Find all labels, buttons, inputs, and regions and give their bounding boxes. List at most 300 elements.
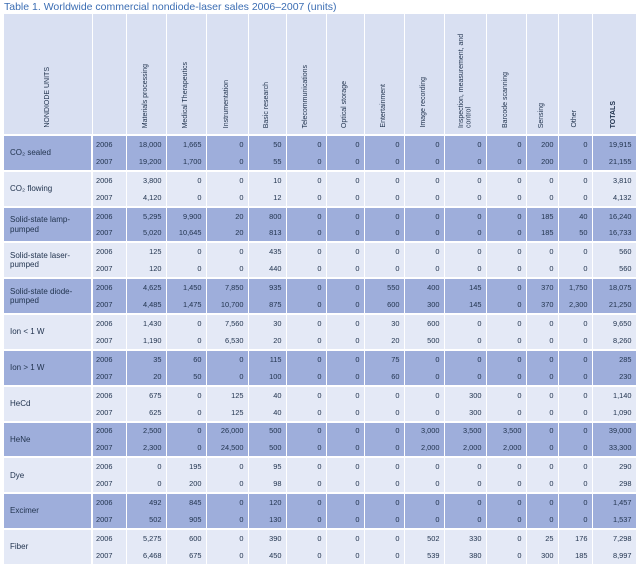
- value-cell: 0: [286, 386, 326, 404]
- value-cell: 24,500: [206, 439, 248, 457]
- value-cell: 875: [248, 296, 286, 314]
- laser-type-label: Ion < 1 W: [4, 314, 92, 350]
- value-cell: 0: [326, 189, 364, 207]
- value-cell: 0: [286, 368, 326, 386]
- value-cell: 0: [558, 511, 592, 529]
- value-cell: 539: [404, 547, 444, 564]
- value-cell: 0: [166, 314, 206, 332]
- table-row: [4, 260, 636, 278]
- value-cell: 3,800: [126, 171, 166, 189]
- value-cell: 26,000: [206, 422, 248, 440]
- value-cell: 0: [166, 404, 206, 422]
- header-row: [4, 14, 636, 135]
- value-cell: 0: [444, 332, 486, 350]
- value-cell: 6,530: [206, 332, 248, 350]
- value-cell: 0: [206, 260, 248, 278]
- value-cell: 2,300: [126, 439, 166, 457]
- value-cell: 0: [326, 314, 364, 332]
- total-cell: 1,090: [592, 404, 636, 422]
- value-cell: 1,700: [166, 153, 206, 171]
- value-cell: 0: [326, 439, 364, 457]
- value-cell: 0: [444, 225, 486, 243]
- value-cell: 5,020: [126, 225, 166, 243]
- total-cell: 21,250: [592, 296, 636, 314]
- value-cell: 0: [364, 511, 404, 529]
- year-cell: 2006: [92, 422, 126, 440]
- value-cell: 0: [286, 242, 326, 260]
- value-cell: 0: [486, 511, 526, 529]
- year-cell: 2007: [92, 296, 126, 314]
- value-cell: 0: [206, 457, 248, 475]
- value-cell: 390: [248, 529, 286, 547]
- value-cell: 0: [404, 350, 444, 368]
- value-cell: 0: [326, 242, 364, 260]
- year-cell: 2006: [92, 278, 126, 296]
- laser-type-label: CO₂ flowing: [4, 171, 92, 207]
- year-cell: 2006: [92, 529, 126, 547]
- value-cell: 370: [526, 278, 558, 296]
- value-cell: 0: [486, 368, 526, 386]
- value-cell: 330: [444, 529, 486, 547]
- value-cell: 0: [558, 135, 592, 153]
- year-cell: 2007: [92, 511, 126, 529]
- value-cell: 0: [444, 153, 486, 171]
- value-cell: 300: [404, 296, 444, 314]
- value-cell: 0: [326, 547, 364, 564]
- value-cell: 0: [404, 225, 444, 243]
- year-cell: 2007: [92, 260, 126, 278]
- value-cell: 0: [404, 171, 444, 189]
- value-cell: 0: [166, 171, 206, 189]
- year-cell: 2006: [92, 493, 126, 511]
- laser-type-label: Solid-state lamp-pumped: [4, 207, 92, 243]
- value-cell: 100: [248, 368, 286, 386]
- total-cell: 230: [592, 368, 636, 386]
- value-cell: 0: [206, 511, 248, 529]
- value-cell: 7,850: [206, 278, 248, 296]
- value-cell: 0: [364, 439, 404, 457]
- value-cell: 0: [364, 207, 404, 225]
- value-cell: 0: [558, 314, 592, 332]
- value-cell: 0: [166, 386, 206, 404]
- value-cell: 0: [486, 171, 526, 189]
- value-cell: 0: [364, 475, 404, 493]
- value-cell: 4,120: [126, 189, 166, 207]
- value-cell: 0: [558, 242, 592, 260]
- total-cell: 21,155: [592, 153, 636, 171]
- value-cell: 1,450: [166, 278, 206, 296]
- value-cell: 370: [526, 296, 558, 314]
- value-cell: 502: [404, 529, 444, 547]
- value-cell: 0: [206, 368, 248, 386]
- value-cell: 0: [486, 135, 526, 153]
- year-column-header: [92, 14, 126, 135]
- value-cell: 0: [444, 493, 486, 511]
- value-cell: 0: [326, 260, 364, 278]
- value-cell: 18,000: [126, 135, 166, 153]
- total-cell: 1,457: [592, 493, 636, 511]
- value-cell: 0: [486, 547, 526, 564]
- year-cell: 2006: [92, 350, 126, 368]
- value-cell: 0: [486, 296, 526, 314]
- value-cell: 500: [248, 439, 286, 457]
- sales-table: [4, 14, 637, 564]
- total-cell: 8,260: [592, 332, 636, 350]
- value-cell: 0: [558, 350, 592, 368]
- value-cell: 0: [286, 189, 326, 207]
- value-cell: 0: [286, 207, 326, 225]
- year-cell: 2007: [92, 225, 126, 243]
- value-cell: 60: [166, 350, 206, 368]
- table-row: [4, 189, 636, 207]
- value-cell: 0: [558, 332, 592, 350]
- value-cell: 95: [248, 457, 286, 475]
- value-cell: 0: [326, 422, 364, 440]
- table-row: [4, 529, 636, 547]
- value-cell: 0: [486, 475, 526, 493]
- value-cell: 0: [526, 260, 558, 278]
- value-cell: 185: [526, 207, 558, 225]
- value-cell: 40: [248, 404, 286, 422]
- value-cell: 55: [248, 153, 286, 171]
- table-row: [4, 511, 636, 529]
- value-cell: 0: [326, 296, 364, 314]
- value-cell: 0: [206, 475, 248, 493]
- value-cell: 0: [558, 404, 592, 422]
- value-cell: 0: [364, 242, 404, 260]
- value-cell: 0: [326, 529, 364, 547]
- value-cell: 0: [326, 368, 364, 386]
- value-cell: 0: [526, 457, 558, 475]
- value-cell: 5,295: [126, 207, 166, 225]
- value-cell: 75: [364, 350, 404, 368]
- value-cell: 20: [126, 368, 166, 386]
- value-cell: 0: [526, 368, 558, 386]
- year-cell: 2007: [92, 153, 126, 171]
- value-cell: 600: [166, 529, 206, 547]
- value-cell: 0: [486, 386, 526, 404]
- value-cell: 50: [558, 225, 592, 243]
- totals-column-header: TOTALS: [592, 14, 636, 135]
- value-cell: 0: [166, 439, 206, 457]
- value-cell: 0: [558, 493, 592, 511]
- value-cell: 0: [558, 422, 592, 440]
- value-cell: 0: [166, 189, 206, 207]
- value-cell: 50: [248, 135, 286, 153]
- value-cell: 450: [248, 547, 286, 564]
- table-title: Table 1. Worldwide commercial nondiode-laser sales 2006–2007 (units): [4, 1, 337, 13]
- value-cell: 0: [326, 135, 364, 153]
- column-header: Medical Therapeutics: [166, 14, 206, 135]
- year-cell: 2006: [92, 457, 126, 475]
- value-cell: 0: [404, 368, 444, 386]
- value-cell: 300: [444, 386, 486, 404]
- value-cell: 0: [526, 171, 558, 189]
- value-cell: 0: [206, 171, 248, 189]
- value-cell: 0: [286, 422, 326, 440]
- value-cell: 813: [248, 225, 286, 243]
- total-cell: 3,810: [592, 171, 636, 189]
- year-cell: 2007: [92, 439, 126, 457]
- value-cell: 1,190: [126, 332, 166, 350]
- value-cell: 4,485: [126, 296, 166, 314]
- value-cell: 130: [248, 511, 286, 529]
- year-cell: 2007: [92, 475, 126, 493]
- value-cell: 0: [404, 260, 444, 278]
- value-cell: 0: [404, 135, 444, 153]
- value-cell: 0: [166, 260, 206, 278]
- value-cell: 0: [404, 189, 444, 207]
- value-cell: 935: [248, 278, 286, 296]
- year-cell: 2006: [92, 171, 126, 189]
- value-cell: 492: [126, 493, 166, 511]
- value-cell: 0: [206, 189, 248, 207]
- value-cell: 0: [364, 493, 404, 511]
- value-cell: 0: [206, 529, 248, 547]
- value-cell: 0: [486, 278, 526, 296]
- value-cell: 12: [248, 189, 286, 207]
- total-cell: 19,915: [592, 135, 636, 153]
- value-cell: 675: [126, 386, 166, 404]
- total-cell: 7,298: [592, 529, 636, 547]
- table-row: [4, 171, 636, 189]
- value-cell: 0: [286, 278, 326, 296]
- value-cell: 550: [364, 278, 404, 296]
- value-cell: 0: [558, 457, 592, 475]
- value-cell: 0: [526, 404, 558, 422]
- value-cell: 300: [444, 404, 486, 422]
- value-cell: 905: [166, 511, 206, 529]
- value-cell: 0: [404, 386, 444, 404]
- total-cell: 560: [592, 242, 636, 260]
- value-cell: 0: [286, 314, 326, 332]
- value-cell: 0: [286, 457, 326, 475]
- value-cell: 0: [404, 493, 444, 511]
- value-cell: 0: [364, 422, 404, 440]
- table-row: [4, 242, 636, 260]
- year-cell: 2006: [92, 314, 126, 332]
- value-cell: 0: [326, 278, 364, 296]
- laser-type-label: Fiber: [4, 529, 92, 564]
- value-cell: 0: [558, 189, 592, 207]
- value-cell: 845: [166, 493, 206, 511]
- value-cell: 176: [558, 529, 592, 547]
- value-cell: 0: [286, 493, 326, 511]
- table-row: [4, 457, 636, 475]
- table-row: [4, 153, 636, 171]
- value-cell: 0: [126, 475, 166, 493]
- value-cell: 0: [206, 350, 248, 368]
- value-cell: 1,665: [166, 135, 206, 153]
- value-cell: 30: [364, 314, 404, 332]
- value-cell: 0: [558, 439, 592, 457]
- value-cell: 0: [364, 135, 404, 153]
- value-cell: 195: [166, 457, 206, 475]
- value-cell: 0: [326, 171, 364, 189]
- value-cell: 0: [558, 153, 592, 171]
- value-cell: 500: [404, 332, 444, 350]
- value-cell: 50: [166, 368, 206, 386]
- value-cell: 0: [444, 207, 486, 225]
- value-cell: 0: [486, 225, 526, 243]
- value-cell: 0: [166, 242, 206, 260]
- total-cell: 1,140: [592, 386, 636, 404]
- table-row: [4, 278, 636, 296]
- value-cell: 0: [286, 529, 326, 547]
- table-row: [4, 475, 636, 493]
- total-cell: 9,650: [592, 314, 636, 332]
- column-header: Image recording: [404, 14, 444, 135]
- laser-type-label: Dye: [4, 457, 92, 493]
- value-cell: 0: [286, 350, 326, 368]
- value-cell: 0: [526, 475, 558, 493]
- value-cell: 0: [286, 404, 326, 422]
- value-cell: 0: [286, 260, 326, 278]
- value-cell: 0: [558, 171, 592, 189]
- value-cell: 35: [126, 350, 166, 368]
- value-cell: 0: [486, 189, 526, 207]
- value-cell: 200: [526, 153, 558, 171]
- value-cell: 0: [364, 225, 404, 243]
- value-cell: 0: [286, 171, 326, 189]
- table-row: [4, 350, 636, 368]
- value-cell: 0: [444, 260, 486, 278]
- value-cell: 0: [364, 404, 404, 422]
- value-cell: 4,625: [126, 278, 166, 296]
- total-cell: 4,132: [592, 189, 636, 207]
- value-cell: 20: [364, 332, 404, 350]
- value-cell: 380: [444, 547, 486, 564]
- value-cell: 125: [126, 242, 166, 260]
- year-cell: 2007: [92, 404, 126, 422]
- value-cell: 0: [206, 135, 248, 153]
- value-cell: 30: [248, 314, 286, 332]
- table-row: [4, 135, 636, 153]
- table-row: [4, 422, 636, 440]
- value-cell: 0: [558, 368, 592, 386]
- value-cell: 40: [558, 207, 592, 225]
- value-cell: 0: [286, 547, 326, 564]
- value-cell: 200: [526, 135, 558, 153]
- value-cell: 0: [166, 332, 206, 350]
- value-cell: 0: [526, 314, 558, 332]
- laser-type-label: CO₂ sealed: [4, 135, 92, 171]
- value-cell: 0: [166, 422, 206, 440]
- value-cell: 0: [444, 475, 486, 493]
- value-cell: 0: [526, 493, 558, 511]
- value-cell: 0: [326, 511, 364, 529]
- value-cell: 3,500: [486, 422, 526, 440]
- value-cell: 0: [404, 242, 444, 260]
- value-cell: 120: [126, 260, 166, 278]
- value-cell: 0: [526, 422, 558, 440]
- laser-type-label: HeNe: [4, 422, 92, 458]
- value-cell: 0: [326, 386, 364, 404]
- value-cell: 0: [486, 260, 526, 278]
- value-cell: 185: [526, 225, 558, 243]
- value-cell: 0: [326, 207, 364, 225]
- value-cell: 19,200: [126, 153, 166, 171]
- value-cell: 0: [286, 153, 326, 171]
- value-cell: 185: [558, 547, 592, 564]
- total-cell: 18,075: [592, 278, 636, 296]
- value-cell: 0: [404, 153, 444, 171]
- value-cell: 0: [486, 529, 526, 547]
- year-cell: 2006: [92, 207, 126, 225]
- value-cell: 2,500: [126, 422, 166, 440]
- value-cell: 25: [526, 529, 558, 547]
- column-header: Materials processing: [126, 14, 166, 135]
- value-cell: 60: [364, 368, 404, 386]
- value-cell: 0: [326, 404, 364, 422]
- value-cell: 0: [326, 153, 364, 171]
- value-cell: 7,560: [206, 314, 248, 332]
- value-cell: 0: [526, 242, 558, 260]
- value-cell: 0: [206, 242, 248, 260]
- value-cell: 0: [364, 457, 404, 475]
- value-cell: 6,468: [126, 547, 166, 564]
- value-cell: 0: [326, 332, 364, 350]
- value-cell: 40: [248, 386, 286, 404]
- total-cell: 39,000: [592, 422, 636, 440]
- value-cell: 1,475: [166, 296, 206, 314]
- value-cell: 0: [486, 153, 526, 171]
- value-cell: 625: [126, 404, 166, 422]
- column-header: Instrumentation: [206, 14, 248, 135]
- value-cell: 0: [486, 493, 526, 511]
- value-cell: 300: [526, 547, 558, 564]
- value-cell: 0: [444, 511, 486, 529]
- value-cell: 98: [248, 475, 286, 493]
- value-cell: 0: [526, 386, 558, 404]
- total-cell: 33,300: [592, 439, 636, 457]
- value-cell: 0: [486, 314, 526, 332]
- value-cell: 0: [404, 475, 444, 493]
- value-cell: 0: [486, 350, 526, 368]
- value-cell: 2,000: [486, 439, 526, 457]
- value-cell: 125: [206, 386, 248, 404]
- value-cell: 0: [206, 547, 248, 564]
- value-cell: 0: [364, 260, 404, 278]
- corner-label: NONDIODE UNITS: [44, 67, 52, 128]
- value-cell: 0: [404, 207, 444, 225]
- total-cell: 290: [592, 457, 636, 475]
- value-cell: 1,430: [126, 314, 166, 332]
- value-cell: 0: [444, 189, 486, 207]
- year-cell: 2007: [92, 189, 126, 207]
- value-cell: 0: [444, 242, 486, 260]
- table-row: [4, 547, 636, 564]
- value-cell: 0: [486, 404, 526, 422]
- column-header: Other: [558, 14, 592, 135]
- table-row: [4, 404, 636, 422]
- total-cell: 16,733: [592, 225, 636, 243]
- value-cell: 10,645: [166, 225, 206, 243]
- value-cell: 502: [126, 511, 166, 529]
- value-cell: 0: [286, 296, 326, 314]
- total-cell: 1,537: [592, 511, 636, 529]
- column-header: Barcode scanning: [486, 14, 526, 135]
- value-cell: 2,000: [404, 439, 444, 457]
- value-cell: 0: [444, 171, 486, 189]
- value-cell: 0: [364, 386, 404, 404]
- value-cell: 145: [444, 296, 486, 314]
- total-cell: 8,997: [592, 547, 636, 564]
- table-row: [4, 207, 636, 225]
- laser-type-label: Solid-state laser-pumped: [4, 242, 92, 278]
- column-header: Sensing: [526, 14, 558, 135]
- value-cell: 0: [526, 189, 558, 207]
